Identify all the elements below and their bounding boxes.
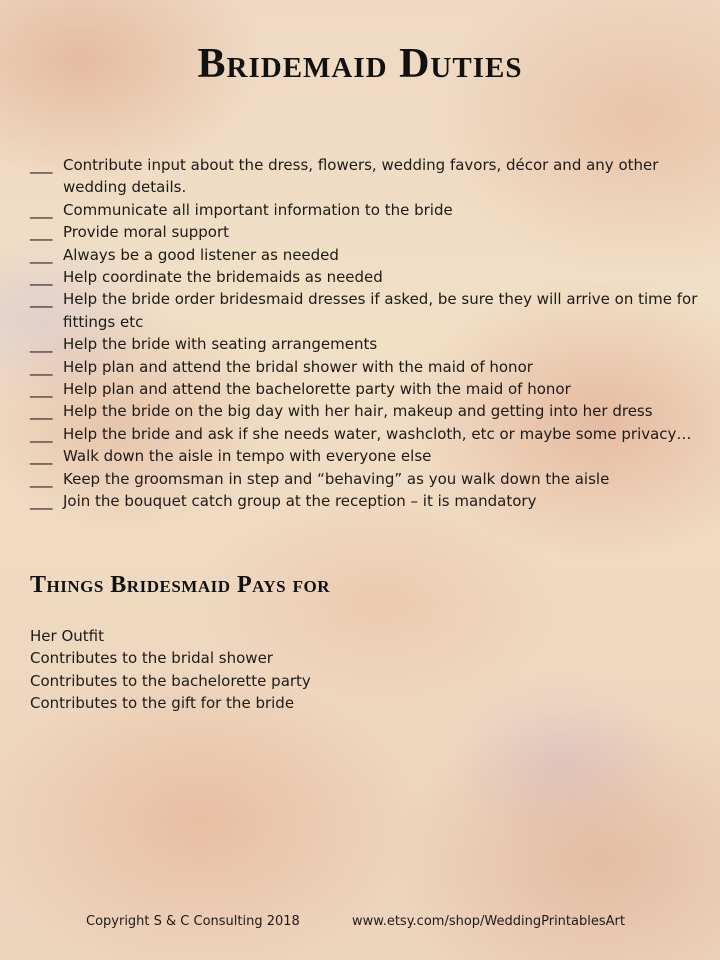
duty-text: Keep the groomsman in step and “behaving” as you walk down the aisle [63,469,610,488]
duty-item [30,199,700,221]
duty-item [30,288,700,333]
checkbox-blank [30,468,63,490]
duty-item [30,490,700,512]
duty-text: Help plan and attend the bachelorette party with the maid of honor [63,380,571,399]
section-title-pays: Things Bridesmaid Pays for [30,572,330,598]
duty-text: Contribute input about the dress, flowers, wedding favors, décor and any other wedding details. [63,156,659,197]
footer-copyright: Copyright S & C Consulting 2018 [86,914,300,929]
checkbox-blank [30,199,63,221]
checkbox-blank [30,378,63,400]
checkbox-blank [30,445,63,467]
duty-text: Always be a good listener as needed [63,245,339,264]
checkbox-blank [30,154,63,199]
footer-shop-url: www.etsy.com/shop/WeddingPrintablesArt [352,914,625,929]
duty-item [30,244,700,266]
duty-text: Help the bride order bridesmaid dresses if asked, be sure they will arrive on time for fittings etc [63,290,698,331]
checkbox-blank [30,221,63,243]
pay-item: Contributes to the bridal shower [30,649,273,668]
duty-item [30,266,700,288]
duty-item [30,445,700,467]
duty-text: Help the bride on the big day with her hair, makeup and getting into her dress [63,402,653,421]
duty-item [30,423,700,445]
duty-item [30,154,700,199]
pay-item: Contributes to the bachelorette party [30,671,311,690]
duty-item [30,356,700,378]
duty-item [30,468,700,490]
pay-item: Her Outfit [30,627,104,645]
pay-item: Contributes to the gift for the bride [30,694,295,713]
checkbox-blank [30,244,63,266]
duty-item [30,333,700,355]
checkbox-blank [30,333,63,355]
duty-item [30,400,700,422]
duty-text: Provide moral support [63,223,230,242]
duty-item [30,378,700,400]
duty-text: Help the bride and ask if she needs water, washcloth, etc or maybe some privacy… [63,424,692,443]
duties-checklist [30,154,700,513]
duty-text: Join the bouquet catch group at the reception – it is mandatory [63,492,537,511]
duty-text: Help plan and attend the bridal shower with the maid of honor [63,357,533,376]
checkbox-blank [30,288,63,333]
duty-text: Communicate all important information to the bride [63,200,453,219]
checkbox-blank [30,400,63,422]
checkbox-blank [30,490,63,512]
duty-text: Walk down the aisle in tempo with everyone else [63,447,432,466]
pays-list [30,625,311,715]
page-title: Bridemaid Duties [197,41,523,87]
duty-text: Help the bride with seating arrangements [63,335,378,354]
duty-item [30,221,700,243]
duty-text: Help coordinate the bridemaids as needed [63,268,383,287]
checkbox-blank [30,423,63,445]
checkbox-blank [30,356,63,378]
checkbox-blank [30,266,63,288]
